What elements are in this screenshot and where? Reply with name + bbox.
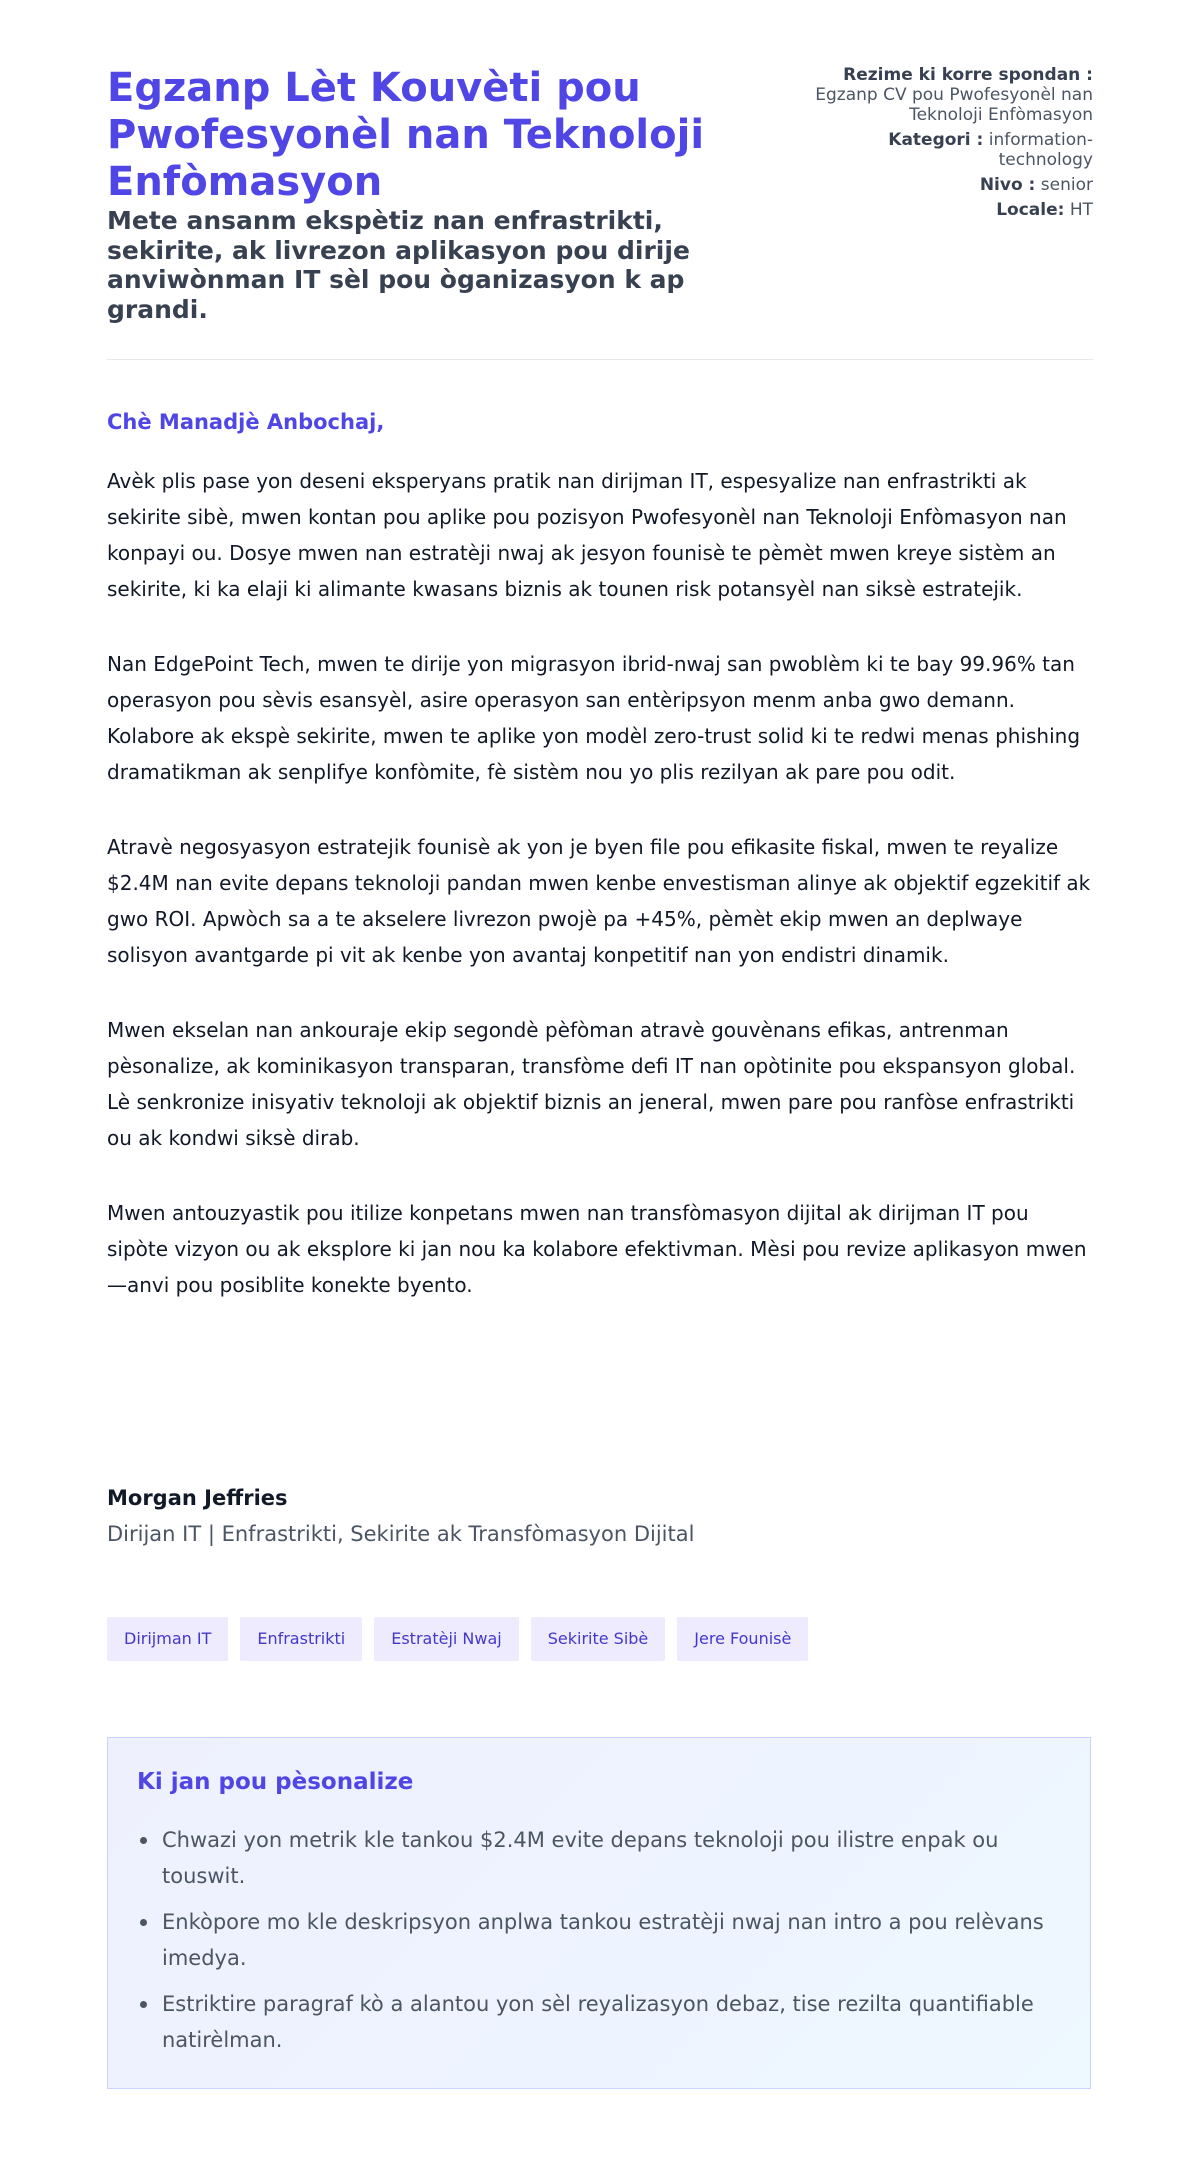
skill-tag: Estratèji Nwaj [374, 1617, 519, 1661]
letter-body [107, 463, 1093, 1342]
tips-title: Ki jan pou pèsonalize [137, 1769, 414, 1795]
meta-locale-label: Locale: [996, 200, 1065, 220]
skill-tags [107, 1617, 808, 1661]
title-block [107, 65, 747, 324]
tips-list-item: Estriktire paragraf kò a alantou yon sèl reyalizasyon debaz, tise rezilta quantifiable natirèlman. [162, 1986, 1082, 2058]
skill-tag: Jere Founisè [677, 1617, 808, 1661]
meta-category-label: Kategori : [888, 130, 984, 150]
skill-tag: Dirijman IT [107, 1617, 228, 1661]
meta-summary [803, 65, 1093, 125]
letter-paragraph: Avèk plis pase yon deseni eksperyans pratik nan dirijman IT, espesyalize nan enfrastrikti ak sekirite sibè, mwen kontan pou aplike pou pozisyon Pwofesyonèl nan Teknoloji Enfòmasyon nan konpayi ou. Dosye mwen nan estratèji nwaj ak jesyon founisè te pèmèt mwen kreye sistèm an sekirite, ki ka elaji ki alimante kwasans biznis ak tounen risk potansyèl nan siksè estratejik. [107, 469, 1067, 601]
letter-paragraph: Mwen ekselan nan ankouraje ekip segondè pèfòman atravè gouvènans efikas, antrenman pèsonalize, ak kominikasyon transparan, transfòme defi IT nan opòtinite pou ekspansyon global. Lè senkronize inisyativ teknoloji ak objektif biznis an jeneral, mwen pare pou ranfòse enfrastrikti ou ak kondwi siksè dirab. [107, 1018, 1076, 1150]
tips-list-item: Enkòpore mo kle deskripsyon anplwa tankou estratèji nwaj nan intro a pou relèvans imedya. [162, 1904, 1082, 1976]
tips-list [137, 1822, 1082, 2068]
page-header [107, 60, 1093, 360]
meta-locale-value: HT [1069, 200, 1093, 220]
page-subtitle: Mete ansanm ekspètiz nan enfrastrikti, sekirite, ak livrezon aplikasyon pou dirije anviwònman IT sèl pou òganizasyon k ap grandi. [107, 206, 690, 324]
customization-tips-box [107, 1737, 1091, 2089]
meta-locale [803, 200, 1093, 220]
meta-category [803, 130, 1093, 170]
signature-block [107, 1480, 1093, 1552]
meta-level-value: senior [1040, 175, 1093, 195]
meta-level [803, 175, 1093, 195]
letter-paragraph: Mwen antouzyastik pou itilize konpetans mwen nan transfòmasyon dijital ak dirijman IT pou sipòte vizyon ou ak eksplore ki jan nou ka kolabore efektivman. Mèsi pou revize aplikasyon mwen—anvi pou posiblite konekte byento. [107, 1201, 1087, 1297]
meta-summary-label: Rezime ki korre spondan : [843, 65, 1093, 85]
header-divider [107, 359, 1093, 360]
letter-paragraph: Atravè negosyasyon estratejik founisè ak yon je byen file pou efikasite fiskal, mwen te reyalize $2.4M nan evite depans teknoloji pandan mwen kenbe envestisman alinye ak objektif egzekitif ak gwo ROI. Apwòch sa a te akselere livrezon pwojè pa +45%, pèmèt ekip mwen an deplwaye solisyon avantgarde pi vit ak kenbe yon avantaj konpetitif nan yon endistri dinamik. [107, 835, 1091, 967]
page-title: Egzanp Lèt Kouvèti pou Pwofesyonèl nan Teknoloji Enfòmasyon [107, 65, 705, 205]
meta-summary-value: Egzanp CV pou Pwofesyonèl nan Teknoloji Enfòmasyon [815, 85, 1093, 125]
signature-name: Morgan Jeffries [107, 1486, 288, 1510]
signature-role: Dirijan IT | Enfrastrikti, Sekirite ak Transfòmasyon Dijital [107, 1522, 695, 1546]
skill-tag: Enfrastrikti [240, 1617, 362, 1661]
skill-tag: Sekirite Sibè [531, 1617, 666, 1661]
letter-greeting: Chè Manadjè Anbochaj, [107, 410, 385, 434]
meta-panel [803, 65, 1093, 225]
meta-level-label: Nivo : [979, 175, 1036, 195]
letter-paragraph: Nan EdgePoint Tech, mwen te dirije yon migrasyon ibrid-nwaj san pwoblèm ki te bay 99.96% tan operasyon pou sèvis esansyèl, asire operasyon san entèripsyon menm anba gwo demann. Kolabore ak ekspè sekirite, mwen te aplike yon modèl zero-trust solid ki te redwi menas phishing dramatikman ak senplifye konfòmite, fè sistèm nou yo plis rezilyan ak pare pou odit. [107, 652, 1081, 784]
meta-category-value: information-technology [988, 130, 1093, 170]
tips-list-item: Chwazi yon metrik kle tankou $2.4M evite depans teknoloji pou ilistre enpak ou touswit. [162, 1822, 1082, 1894]
